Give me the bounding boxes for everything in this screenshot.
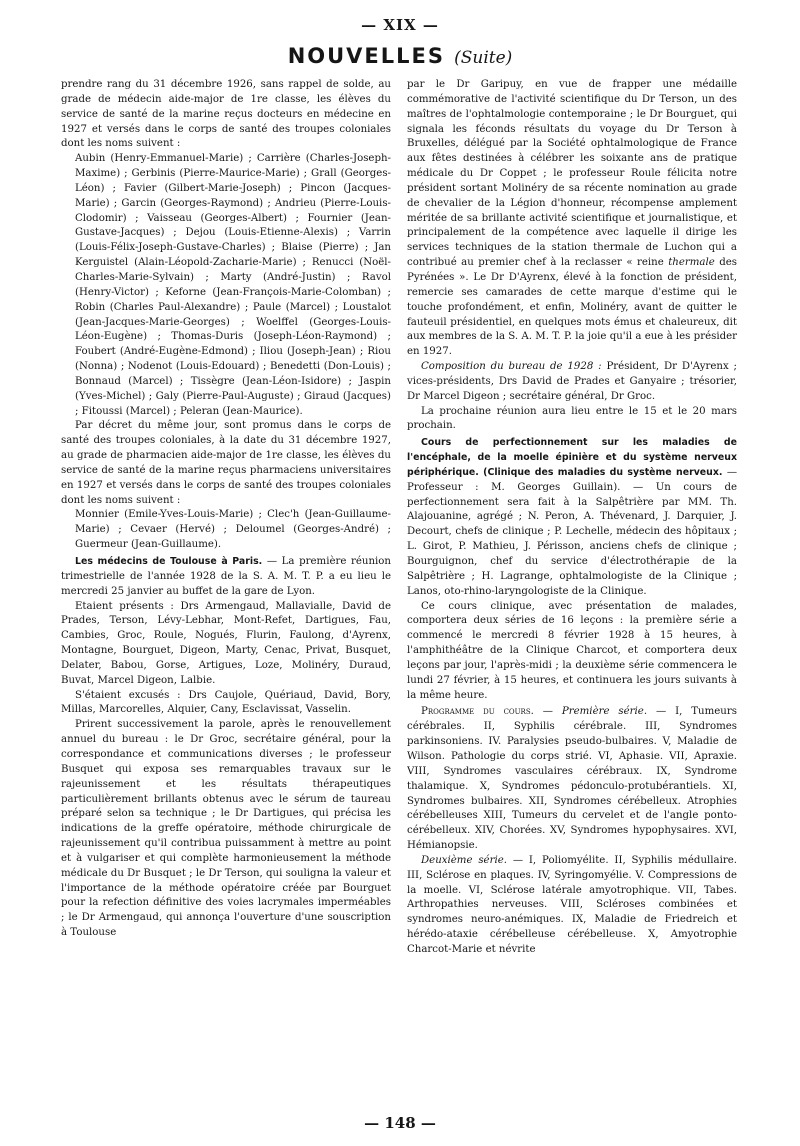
heading-subtitle: (Suite) bbox=[454, 48, 513, 68]
paragraph-programme-premiere-serie: Programme du cours. — Première série. — I, Tumeurs cérébrales. II, Syphilis cérébrale. III, Syndromes parkinsoniens. IV. Paralysies pseudo-bulbaires. V, Maladie de Wilson. Pathologie du corps strié. VI, Aphasie. VII, Apraxie. VIII, Syndromes vasculaires cérébraux. IX, Syndrome thalamique. X, Syndromes pédonculo-protubérantiels. XI, Syndromes bulbaires. XII, Syndromes cérébelleux. Atrophies cérébelleuses XIII, Tumeurs du cervelet et de l'angle ponto-cérébelleux. XIV, Chorées. XV, Syndromes hypophysaires. XVI, Hémianopsie. bbox=[407, 706, 737, 852]
heading-cours-perfectionnement: Cours de perfectionnement sur les maladies de l'encéphale, de la moelle épinière et du système nerveux périphérique. (Clinique des maladies du système nerveux. bbox=[407, 437, 737, 478]
paragraph-cours-clinique: Ce cours clinique, avec présentation de malades, comportera deux séries de 16 leçons : la première série a commencé le mercredi 8 février 1928 à 15 heures, à l'amphithéâtre de la Clinique Charcot, et comportera deux leçons par jour, l'après-midi ; la deuxième série commencera le lundi 27 février, à 15 heures, et continuera les jours suivants à la même heure. bbox=[407, 600, 737, 701]
page-number-bottom: — 148 — bbox=[364, 1114, 436, 1132]
paragraph-composition-bureau: Composition du bureau de 1928 : Président, Dr D'Ayrenx ; vices-présidents, Drs David de Prades et Ganyaire ; trésorier, Dr Marcel Digeon ; secrétaire général, Dr Groc. bbox=[407, 361, 737, 402]
paragraph-promotion-pharmaciens: Par décret du même jour, sont promus dans le corps de santé des troupes coloniales, à la date du 31 décembre 1927, au grade de pharmacien aide-major de 1re classe, les élèves du service de santé de la marine reçus pharmaciens universitaires en 1927 et versés dans le corps de santé des troupes coloniales dont les noms suivent : bbox=[61, 420, 391, 506]
page-number-top: — XIX — bbox=[361, 16, 439, 34]
paragraph-cours-perfectionnement: Cours de perfectionnement sur les maladies de l'encéphale, de la moelle épinière et du système nerveux périphérique. (Clinique des maladies du système nerveux. — Professeur : M. Georges Guillain). — Un cours de perfectionnement sera fait à la Salpêtrière par MM. Th. Alajouanine, agrégé ; N. Peron, A. Thévenard, J. Darquier, J. Decourt, chefs de clinique ; P. Lechelle, médecin des hôpitaux ; L. Girot, P. Mathieu, J. Périsson, anciens chefs de clinique ; Bourguignon, chef du service d'électrothérapie de la Salpêtrière ; H. Lagrange, ophtalmologiste de la Clinique ; Lanos, oto-rhino-laryngologiste de la Clinique. bbox=[407, 437, 737, 597]
section-heading bbox=[0, 44, 800, 68]
paragraph-discours: Prirent successivement la parole, après le renouvellement annuel du bureau : le Dr Groc, secrétaire général, pour la correspondance et communications diverses ; le professeur Busquet qui exposa ses remarquables travaux sur le rajeunissement et les résultats thérapeutiques particulièrement brillants obtenus avec le sérum de taureau préparé selon sa technique ; le Dr Dartigues, qui précisa les indications de la greffe opératoire, méthode chirurgicale de rajeunissement qu'il contribua puissamment à mettre au point et à vulgariser et qui complète harmonieusement la méthode médicale du Dr Busquet ; le Dr Terson, qui souligna la valeur et l'importance de la méthode opératoire créée par Bourguet pour la refection définitive des voies lacrymales imperméables ; le Dr Armengaud, qui annonça l'ouverture d'une souscription à Toulouse bbox=[61, 719, 391, 939]
label-composition-bureau: Composition du bureau de 1928 : bbox=[421, 361, 602, 373]
paragraph-presents: Etaient présents : Drs Armengaud, Mallavialle, David de Prades, Terson, Lévy-Lebhar, Mont-Refet, Dartigues, Fau, Cambies, Groc, Roule, Nogués, Flurin, Faulong, d'Ayrenx, Montagne, Bourguet, Digeon, Marty, Cenac, Privat, Busquet, Delater, Babou, Gorse, Artigues, Loze, Molinéry, Duraud, Buvat, Marcel Digeon, Lalbie. bbox=[61, 600, 391, 686]
paragraph-prochaine-reunion: La prochaine réunion aura lieu entre le 15 et le 20 mars prochain. bbox=[407, 405, 737, 432]
right-column bbox=[407, 78, 737, 1094]
paragraph-deuxieme-serie: Deuxième série. — I, Poliomyélite. II, Syphilis médullaire. III, Sclérose en plaques. IV, Syringomyélie. V. Compressions de la moelle. VI, Sclérose latérale amyotrophique. VII, Tabes. Arthropathies nerveuses. VIII, Scléroses combinées et syndromes neuro-anémiques. IX, Maladie de Friedreich et hérédo-ataxie cérébelleuse cérébelleuse. X, Amyotrophie Charcot-Marie et névrite bbox=[407, 854, 737, 955]
paragraph-promotion-medecins: prendre rang du 31 décembre 1926, sans rappel de solde, au grade de médecin aide-major de 1re classe, les élèves du service de santé de la marine reçus docteurs en médecine en 1927 et versés dans le corps de santé des troupes coloniales dont les noms suivent : bbox=[61, 79, 391, 150]
paragraph-names-medecins: Aubin (Henry-Emmanuel-Marie) ; Carrière (Charles-Joseph-Maxime) ; Gerbinis (Pierre-Maurice-Marie) ; Grall (Georges-Léon) ; Favier (Gilbert-Marie-Joseph) ; Pincon (Jacques-Marie) ; Garcin (Georges-Raymond) ; Andrieu (Pierre-Louis-Clodomir) ; Vaisseau (Georges-Albert) ; Fournier (Jean-Gustave-Jacques) ; Dejou (Louis-Etienne-Alexis) ; Varrin (Louis-Félix-Joseph-Gustave-Charles) ; Blaise (Pierre) ; Jan Kerguistel (Alain-Léopold-Zacharie-Marie) ; Renucci (Noël-Charles-Marie-Sylvain) ; Marty (André-Justin) ; Ravol (Henry-Victor) ; Keforne (Jean-François-Marie-Colomban) ; Robin (Charles Paul-Alexandre) ; Paule (Marcel) ; Loustalot (Jean-Jacques-Marie-Georges) ; Woelffel (Georges-Louis-Léon-Eugène) ; Thomas-Duris (Joseph-Léon-Raymond) ; Foubert (André-Eugène-Edmond) ; Iliou (Joseph-Jean) ; Riou (Nonna) ; Nodenot (Louis-Edouard) ; Benedetti (Don-Louis) ; Bonnaud (Marcel) ; Tissègre (Jean-Léon-Isidore) ; Jaspin (Yves-Michel) ; Galy (Pierre-Paul-Auguste) ; Giraud (Jacques) ; Fitoussi (Marcel) ; Peleran (Jean-Maurice). bbox=[75, 153, 391, 417]
paragraph-excuses: S'étaient excusés : Drs Caujole, Quériaud, David, Bory, Millas, Marcorelles, Alquier, Cany, Esclavissat, Vasselin. bbox=[61, 689, 391, 716]
paragraph-discours-suite: par le Dr Garipuy, en vue de frapper une médaille commémorative de l'activité scientifique du Dr Terson, un des maîtres de l'ophtalmologie contemporaine ; le Dr Bourguet, qui signala les féconds résultats du voyage du Dr Terson à Bruxelles, délégué par la Société ophtalmologique de France aux fêtes destinées à célébrer les soixante ans de pratique médicale du Dr Coppet ; le professeur Roule félicita notre président sortant Molinéry de sa récente nomination au grade de chevalier de la Légion d'honneur, récompense amplement méritée de sa brillante activité scientifique et journalistique, et principalement de la compétence avec laquelle il dirige les services techniques de la station thermale de Luchon qui a contribué au premier chef à la reclasser « reine thermale des Pyrénées ». Le Dr D'Ayrenx, élevé à la fonction de président, remercie ses camarades de cette marque d'estime qui le touche profondément, et enfin, Molinéry, avant de quitter le fauteuil présidentiel, en quelques mots émus et chaleureux, dit aux membres de la S. A. M. T. P. la joie qu'il a eue à les présider en 1927. bbox=[407, 79, 737, 358]
heading-title: NOUVELLES bbox=[287, 44, 445, 68]
heading-medecins-toulouse: Les médecins de Toulouse à Paris. bbox=[75, 556, 263, 567]
paragraph-toulouse-reunion: Les médecins de Toulouse à Paris. — La première réunion trimestrielle de l'année 1928 de la S. A. M. T. P. a eu lieu le mercredi 25 janvier au buffet de la gare de Lyon. bbox=[61, 556, 391, 597]
label-premiere-serie: Première série. bbox=[561, 706, 648, 718]
paragraph-names-pharmaciens: Monnier (Emile-Yves-Louis-Marie) ; Clec'h (Jean-Guillaume-Marie) ; Cevaer (Hervé) ; Deloumel (Georges-André) ; Guermeur (Jean-Guillaume). bbox=[75, 509, 391, 551]
label-programme-du-cours: Programme du cours. — bbox=[421, 706, 553, 718]
label-deuxieme-serie: Deuxième série. bbox=[421, 854, 507, 866]
left-column bbox=[61, 78, 391, 1094]
